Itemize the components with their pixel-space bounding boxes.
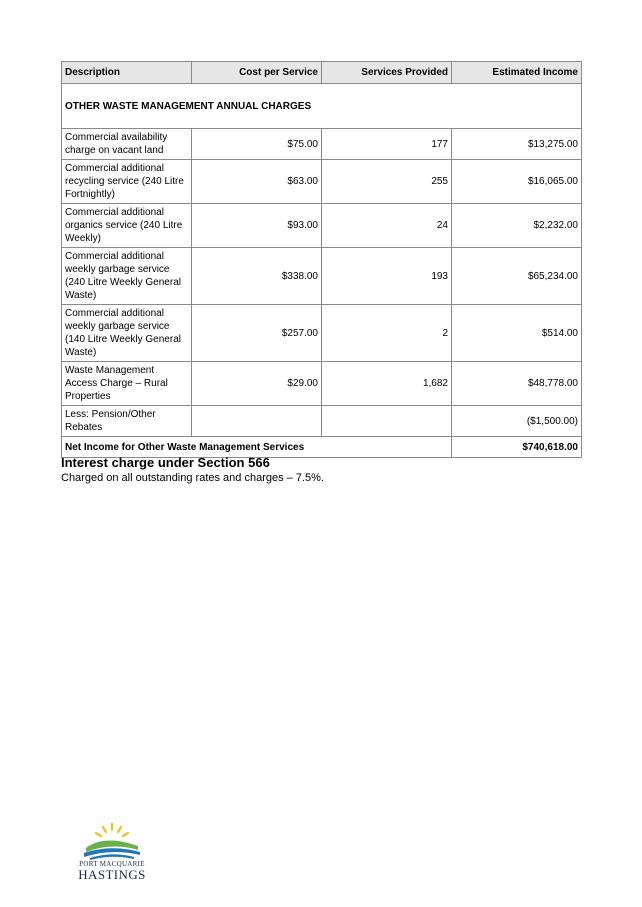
row-cost: $257.00 bbox=[192, 305, 322, 362]
row-services: 193 bbox=[322, 248, 452, 305]
row-services: 2 bbox=[322, 305, 452, 362]
row-description: Commercial additional weekly garbage service (240 Litre Weekly General Waste) bbox=[62, 248, 192, 305]
header-cost: Cost per Service bbox=[192, 62, 322, 84]
row-income: $2,232.00 bbox=[452, 204, 582, 248]
council-logo bbox=[72, 822, 152, 884]
row-income: $13,275.00 bbox=[452, 129, 582, 160]
header-services: Services Provided bbox=[322, 62, 452, 84]
row-cost: $93.00 bbox=[192, 204, 322, 248]
table-header-row bbox=[62, 62, 582, 84]
total-label: Net Income for Other Waste Management Services bbox=[62, 437, 452, 458]
row-income: $16,065.00 bbox=[452, 160, 582, 204]
interest-text: Charged on all outstanding rates and charges – 7.5%. bbox=[61, 472, 324, 484]
row-cost: $75.00 bbox=[192, 129, 322, 160]
row-description: Waste Management Access Charge – Rural Properties bbox=[62, 362, 192, 406]
row-cost: $29.00 bbox=[192, 362, 322, 406]
waste-charges-table bbox=[61, 61, 582, 458]
row-services: 1,682 bbox=[322, 362, 452, 406]
header-description: Description bbox=[62, 62, 192, 84]
row-services bbox=[322, 406, 452, 437]
table-row bbox=[62, 305, 582, 362]
logo-line1: PORT MACQUARIE bbox=[79, 860, 145, 868]
table-row bbox=[62, 204, 582, 248]
table-row bbox=[62, 406, 582, 437]
row-description: Commercial availability charge on vacant land bbox=[62, 129, 192, 160]
row-description: Less: Pension/Other Rebates bbox=[62, 406, 192, 437]
row-services: 255 bbox=[322, 160, 452, 204]
interest-heading: Interest charge under Section 566 bbox=[61, 455, 270, 470]
total-value: $740,618.00 bbox=[452, 437, 582, 458]
table-row bbox=[62, 129, 582, 160]
row-description: Commercial additional recycling service (240 Litre Fortnightly) bbox=[62, 160, 192, 204]
section-title: OTHER WASTE MANAGEMENT ANNUAL CHARGES bbox=[62, 84, 582, 129]
row-description: Commercial additional organics service (240 Litre Weekly) bbox=[62, 204, 192, 248]
header-income: Estimated Income bbox=[452, 62, 582, 84]
section-row bbox=[62, 84, 582, 129]
row-income: ($1,500.00) bbox=[452, 406, 582, 437]
row-description: Commercial additional weekly garbage service (140 Litre Weekly General Waste) bbox=[62, 305, 192, 362]
logo-line2: HASTINGS bbox=[78, 867, 146, 882]
row-services: 24 bbox=[322, 204, 452, 248]
row-income: $65,234.00 bbox=[452, 248, 582, 305]
table-row bbox=[62, 160, 582, 204]
row-income: $48,778.00 bbox=[452, 362, 582, 406]
table-row bbox=[62, 362, 582, 406]
row-services: 177 bbox=[322, 129, 452, 160]
row-cost: $63.00 bbox=[192, 160, 322, 204]
row-income: $514.00 bbox=[452, 305, 582, 362]
table-row bbox=[62, 248, 582, 305]
row-cost: $338.00 bbox=[192, 248, 322, 305]
sun-waves-icon bbox=[82, 822, 142, 860]
row-cost bbox=[192, 406, 322, 437]
